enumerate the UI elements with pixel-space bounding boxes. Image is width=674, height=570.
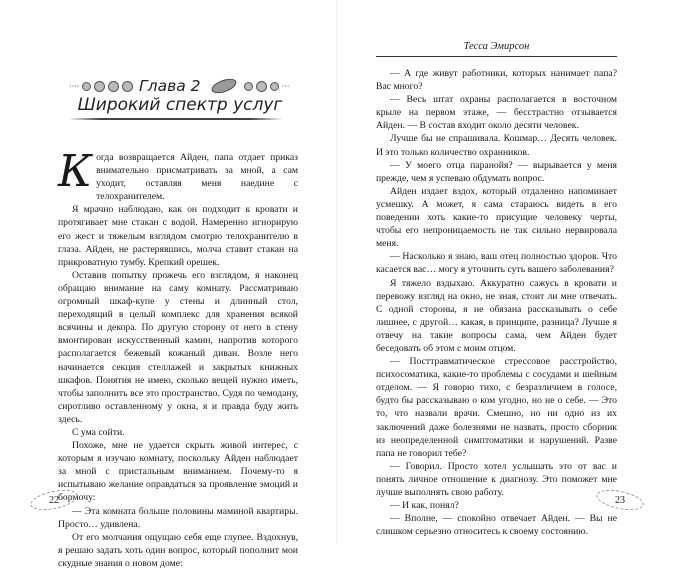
running-header: Тесса Эмирсон xyxy=(376,41,617,57)
right-body-text xyxy=(376,67,617,538)
paragraph: Я тяжело вздыхаю. Аккуратно сажусь в кровати и перевожу взгляд на окно, не зная, стоит ли мне отвечать. С одной стороны, я не обязана рассказывать о себе лишнее, с другой… какая, в принципе, разница? Лучше я отвечу на такие вопросы сама, чем Айден будет беседовать об этом с моим отцом. xyxy=(376,277,617,354)
planet-icon xyxy=(122,81,133,92)
chapter-heading xyxy=(38,76,320,96)
paragraph: Айден издает вздох, который отдаленно напоминает усмешку. А может, я сама стараюсь видеть в его поведении хоть какие-то присущие человеку черты, чтобы его непроницаемость не так сильно нервировала меня. xyxy=(376,185,617,250)
planets-ornament-left: ···· xyxy=(69,81,133,92)
saturn-ring-icon xyxy=(595,486,646,514)
planet-icon xyxy=(94,81,105,92)
paragraph: Когда возвращается Айден, папа отдает приказ внимательно присматривать за мной, а сам уходит, оставляя меня наедине с телохранителем. xyxy=(58,146,298,203)
paragraph: — Вполне, — спокойно отвечает Айден. — Вы не слишком серьезно относитесь к своему состоянию. xyxy=(376,513,617,538)
paragraph: — Посттравматическое стрессовое расстройство, психосоматика, какие-то проблемы с сосудами и шейным отделом. — Я говорю тихо, с безразличием в голосе, будто бы рассказываю о ком угодно, но не о себе. — Это то, что назвали врачи. Смешно, но ни одно из их заключений даже болезнями не назвать, просто сборник из неопределенной симптоматики и нарушений. Разве папа не говорил тебе? xyxy=(376,356,617,459)
chapter-label: Глава 2 xyxy=(139,77,201,95)
right-page xyxy=(337,0,674,544)
planet-icon xyxy=(270,82,279,91)
planet-icon xyxy=(256,81,267,92)
saturn-ring-icon xyxy=(29,486,80,514)
planet-icon xyxy=(82,82,91,91)
paragraph: Я мрачно наблюдаю, как он подходит к кровати и протягивает мне стакан с водой. Намеренно игнорирую его жест и тяжелым взглядом смотрю телохранителю в глаза. Айден, не растерявшись, молча ставит стакан на прикроватную тумбу. Крепкий орешек. xyxy=(58,204,298,268)
left-page xyxy=(0,0,337,569)
paragraph: Оставив попытку прожечь его взглядом, я наконец обращаю внимание на саму комнату. Рассматриваю огромный шкаф-купе у стены и длинный стол, переходящий в целый комплекс для хранения всякой всячины и декора. По другую сторону от него в стену вмонтирован искусственный камин, напротив которого располагается бежевый кожаный диван. Возле него начинается секция стеллажей и закрытых книжных шкафов. Понятия не имею, сколько вещей нужно иметь, чтобы заполнить все это пространство. Судя по чемодану, сиротливо оставленному у окна, я и правда буду жить здесь. xyxy=(58,269,298,425)
paragraph: Лучше бы не спрашивала. Кошмар… Десять человек. И это только количество охранников. xyxy=(376,133,617,158)
chapter-divider xyxy=(68,118,283,120)
saturn-icon xyxy=(209,76,238,96)
paragraph: От его молчания ощущаю себя еще глупее. Вздохнув, я решаю задать хоть один вопрос, который пополнит мои скудные знания о новом доме: xyxy=(58,531,298,569)
paragraph: — Весь штат охраны располагается в восточном крыле на первом этаже, — бесстрастно отзывается Айден. — В состав входит около десяти человек. xyxy=(376,94,617,132)
chapter-title: Широкий спектр услуг xyxy=(77,95,283,115)
planets-ornament-right: ··· xyxy=(207,80,290,92)
paragraph: — Эта комната больше половины маминой квартиры. Просто… удивлена. xyxy=(58,505,298,530)
left-body-text xyxy=(58,146,298,570)
page-number-right: 23 xyxy=(596,489,644,511)
paragraph: Похоже, мне не удается скрыть живой интерес, с которым я изучаю комнату, поскольку Айден наблюдает за мной с пристальным вниманием. Почему-то я испытываю желание оправдаться за проявление эмоций и бормочу: xyxy=(58,440,298,504)
planet-icon xyxy=(244,82,253,91)
paragraph: — Насколько я знаю, ваш отец полностью здоров. Что касается вас… могу я уточнить суть вашего заболевания? xyxy=(376,251,617,276)
page-number-left: 22 xyxy=(30,489,78,511)
planet-icon xyxy=(108,81,119,92)
drop-cap: К xyxy=(58,146,93,197)
paragraph: — А где живут работники, которых нанимает папа? Вас много? xyxy=(376,68,617,93)
paragraph: С ума сойти. xyxy=(72,426,125,438)
paragraph: — У моего отца паранойя? — вырывается у меня прежде, чем я успеваю обдумать вопрос. xyxy=(376,159,617,184)
paragraph: — И как, понял? xyxy=(390,500,459,512)
paragraph: — Говорил. Просто хотел услышать это от вас и понять личное отношение к диагнозу. Это поможет мне лучше выполнять свою работу. xyxy=(376,460,617,498)
